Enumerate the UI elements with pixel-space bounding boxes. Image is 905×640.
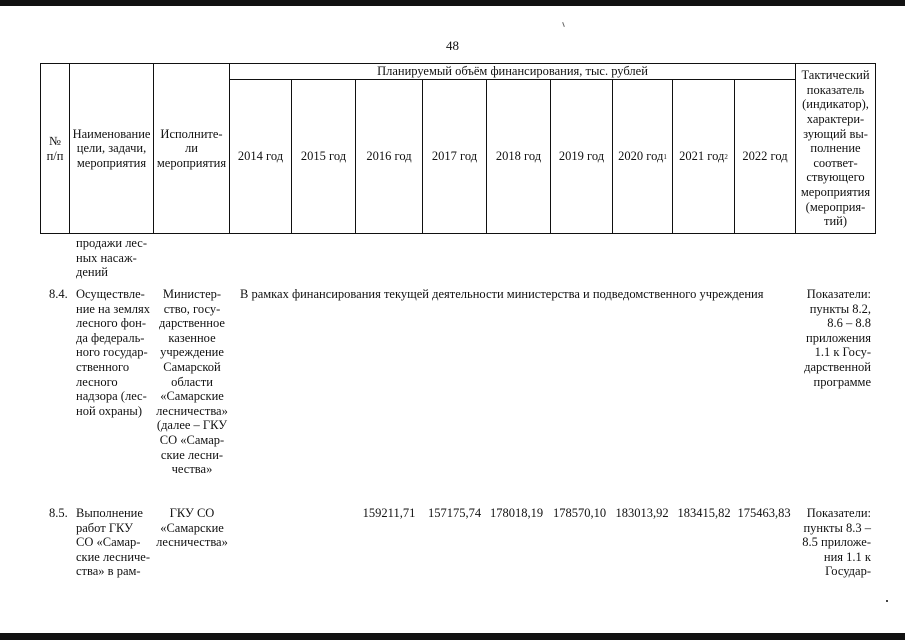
header-year-2017: 2017 год xyxy=(431,149,478,164)
scan-mark xyxy=(562,22,565,27)
row-8-5-value-2020: 183013,92 xyxy=(615,506,669,520)
header-executor: Исполните- ли мероприятия xyxy=(156,126,227,170)
scan-speck xyxy=(886,600,888,602)
row-8-5-executor: ГКУ СО «Самарские лесничества» xyxy=(156,506,228,550)
scan-bottom-border xyxy=(0,633,905,640)
header-year-2020: 2020 год 1 xyxy=(618,149,667,164)
header-year-2021: 2021 год 2 xyxy=(679,149,728,164)
header-year-2022: 2022 год xyxy=(742,149,788,164)
header-planned-financing: Планируемый объём финансирования, тыс. рублей xyxy=(377,64,648,79)
row-8-4-name: Осуществле- ние на землях лесного фон- да федераль- ного государ- ственного лесного надзора (лес- ной охраны) xyxy=(76,287,151,418)
row-8-5-num: 8.5. xyxy=(49,506,68,520)
row-8-4-indicator: Показатели: пункты 8.2, 8.6 – 8.8 приложения 1.1 к Госу- дарственной программе xyxy=(804,287,871,389)
scan-top-border xyxy=(0,0,905,6)
header-year-2019: 2019 год xyxy=(558,149,605,164)
page-number: 48 xyxy=(446,38,459,53)
header-year-2015: 2015 год xyxy=(300,149,347,164)
row-8-4-financing-note: В рамках финансирования текущей деятельности министерства и подведомственного учреждения xyxy=(240,287,764,301)
row-8-5-value-2021: 183415,82 xyxy=(677,506,731,520)
row-8-4-num: 8.4. xyxy=(49,287,68,301)
header-num: № п/п xyxy=(46,133,64,163)
header-name: Наименование цели, задачи, мероприятия xyxy=(72,126,151,170)
row-8-4-executor: Министер- ство, госу- дарственное казенное учреждение Самарской области «Самарские лесничества» (далее – ГКУ СО «Самар- ские лесни- чества» xyxy=(156,287,228,477)
row-8-5-value-2016: 159211,71 xyxy=(362,506,416,520)
continuation-text: продажи лес- ных насаж- дений xyxy=(76,236,147,280)
row-8-5-name: Выполнение работ ГКУ СО «Самар- ские лесниче- ства» в рам- xyxy=(76,506,151,579)
header-year-2014: 2014 год xyxy=(237,149,284,164)
header-year-2016: 2016 год xyxy=(366,149,412,164)
row-8-5-indicator: Показатели: пункты 8.3 – 8.5 приложе- ния 1.1 к Государ- xyxy=(802,506,871,579)
header-year-2018: 2018 год xyxy=(495,149,542,164)
row-8-5-value-2019: 178570,10 xyxy=(552,506,607,520)
row-8-5-value-2022: 175463,83 xyxy=(737,506,791,520)
row-8-5-value-2017: 157175,74 xyxy=(427,506,482,520)
col-divider-right xyxy=(875,63,876,234)
row-8-5-value-2018: 178018,19 xyxy=(489,506,544,520)
header-bottom-border xyxy=(40,233,876,234)
header-indicator: Тактический показатель (индикатор), характери- зующий вы- полнение соответ- ствующего мероприятия (мероприя- тий) xyxy=(800,68,871,229)
